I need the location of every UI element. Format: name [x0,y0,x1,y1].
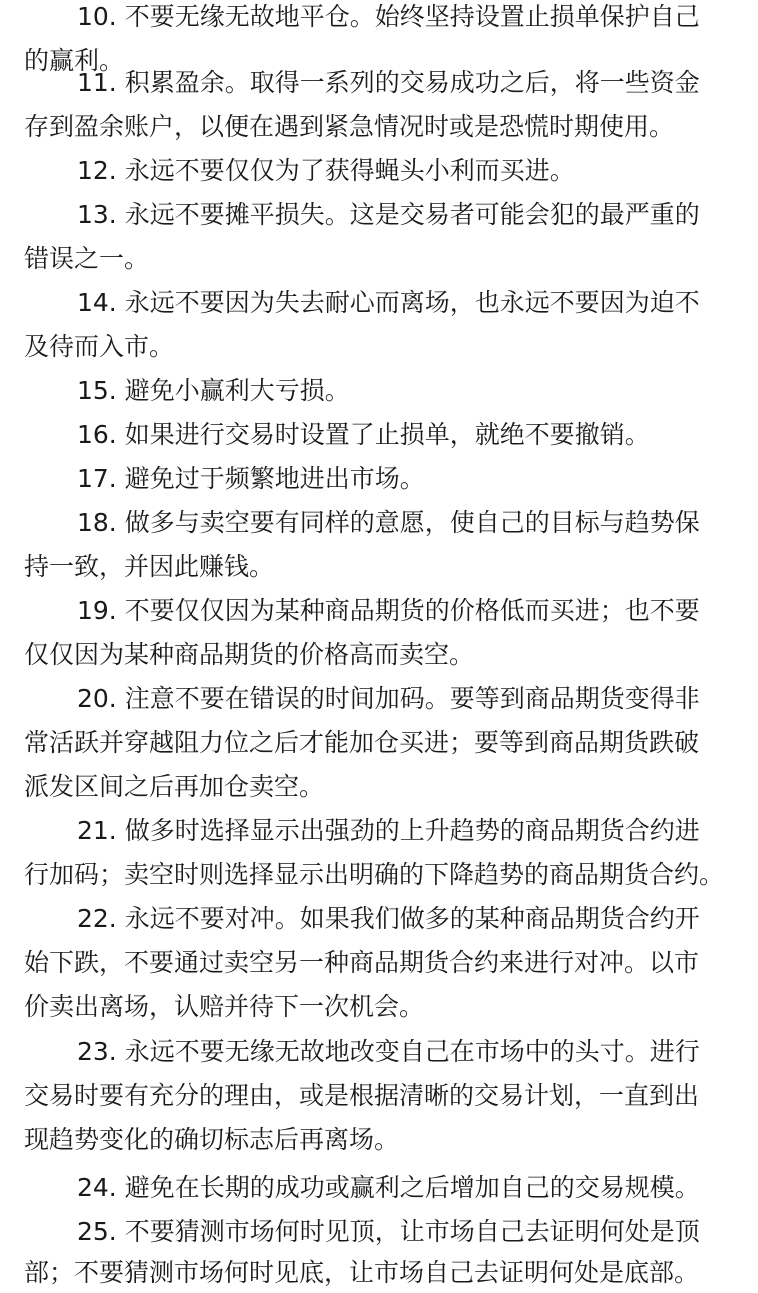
rule-first-line [77,679,700,719]
rule-text: 永远不要对冲。如果我们做多的某种商品期货合约开 [124,904,700,933]
rule-text: 注意不要在错误的时间加码。要等到商品期货变得非 [124,684,700,713]
rule-continuation-line: 部；不要猜测市场何时见底，让市场自己去证明何处是底部。 [24,1258,700,1287]
rule-first-line [77,415,650,455]
rule-continuation-line: 价卖出离场，认赔并待下一次机会。 [24,992,425,1021]
rule-first-line [77,0,700,37]
rule-continuation-line: 行加码；卖空时则选择显示出明确的下降趋势的商品期货合约。 [24,860,725,889]
rule-first-line [77,151,575,191]
rule-text: 避免过于频繁地进出市场。 [124,464,425,493]
rule-first-line [77,63,700,103]
rule-number: 13. [77,200,117,229]
rule-continuation-line: 及待而入市。 [24,332,175,361]
rule-text: 不要仅仅因为某种商品期货的价格低而买进；也不要 [124,596,700,625]
rule-number: 20. [77,684,117,713]
rule-number: 10. [77,2,117,31]
rule-number: 25. [77,1217,117,1246]
rule-first-line [77,371,350,411]
rule-first-line [77,459,425,499]
rule-number: 15. [77,376,117,405]
rule-text: 避免在长期的成功或赢利之后增加自己的交易规模。 [124,1173,700,1202]
rule-first-line [77,283,700,323]
rule-text: 永远不要无缘无故地改变自己在市场中的头寸。进行 [124,1037,700,1066]
rule-number: 23. [77,1037,117,1066]
rule-text: 避免小赢利大亏损。 [124,376,350,405]
rule-text: 做多与卖空要有同样的意愿，使自己的目标与趋势保 [124,508,700,537]
rule-number: 18. [77,508,117,537]
rule-first-line [77,591,700,631]
rule-text: 积累盈余。取得一系列的交易成功之后，将一些资金 [124,68,700,97]
rule-text: 永远不要因为失去耐心而离场，也永远不要因为迫不 [124,288,700,317]
rule-text: 做多时选择显示出强劲的上升趋势的商品期货合约进 [124,816,700,845]
rule-number: 22. [77,904,117,933]
rule-text: 不要猜测市场何时见顶，让市场自己去证明何处是顶 [124,1217,700,1246]
rule-continuation-line: 存到盈余账户，以便在遇到紧急情况时或是恐慌时期使用。 [24,112,675,141]
rule-number: 24. [77,1173,117,1202]
rule-number: 21. [77,816,117,845]
rule-first-line [77,1168,700,1208]
rule-number: 16. [77,420,117,449]
rule-continuation-line: 持一致，并因此赚钱。 [24,552,275,581]
rule-continuation-line: 派发区间之后再加仓卖空。 [24,772,325,801]
rule-number: 17. [77,464,117,493]
rule-continuation-line: 仅仅因为某种商品期货的价格高而卖空。 [24,640,475,669]
rule-number: 14. [77,288,117,317]
rule-continuation-line: 交易时要有充分的理由，或是根据清晰的交易计划，一直到出 [24,1081,700,1110]
rule-first-line [77,899,700,939]
rule-continuation-line: 常活跃并穿越阻力位之后才能加仓买进；要等到商品期货跌破 [24,728,700,757]
rule-text: 永远不要仅仅为了获得蝇头小利而买进。 [124,156,575,185]
rule-text: 如果进行交易时设置了止损单，就绝不要撤销。 [124,420,650,449]
rule-first-line [77,1032,700,1072]
rule-text: 不要无缘无故地平仓。始终坚持设置止损单保护自己 [124,2,700,31]
rule-number: 12. [77,156,117,185]
rule-continuation-line: 的赢利。 [24,46,125,75]
rule-number: 11. [77,68,117,97]
rule-first-line [77,811,700,851]
rule-continuation-line: 错误之一。 [24,244,150,273]
rule-continuation-line: 现趋势变化的确切标志后再离场。 [24,1125,400,1154]
rule-first-line [77,1212,700,1252]
rule-first-line [77,503,700,543]
rule-first-line [77,195,700,235]
rule-continuation-line: 始下跌，不要通过卖空另一种商品期货合约来进行对冲。以市 [24,948,700,977]
rule-number: 19. [77,596,117,625]
rule-text: 永远不要摊平损失。这是交易者可能会犯的最严重的 [124,200,700,229]
